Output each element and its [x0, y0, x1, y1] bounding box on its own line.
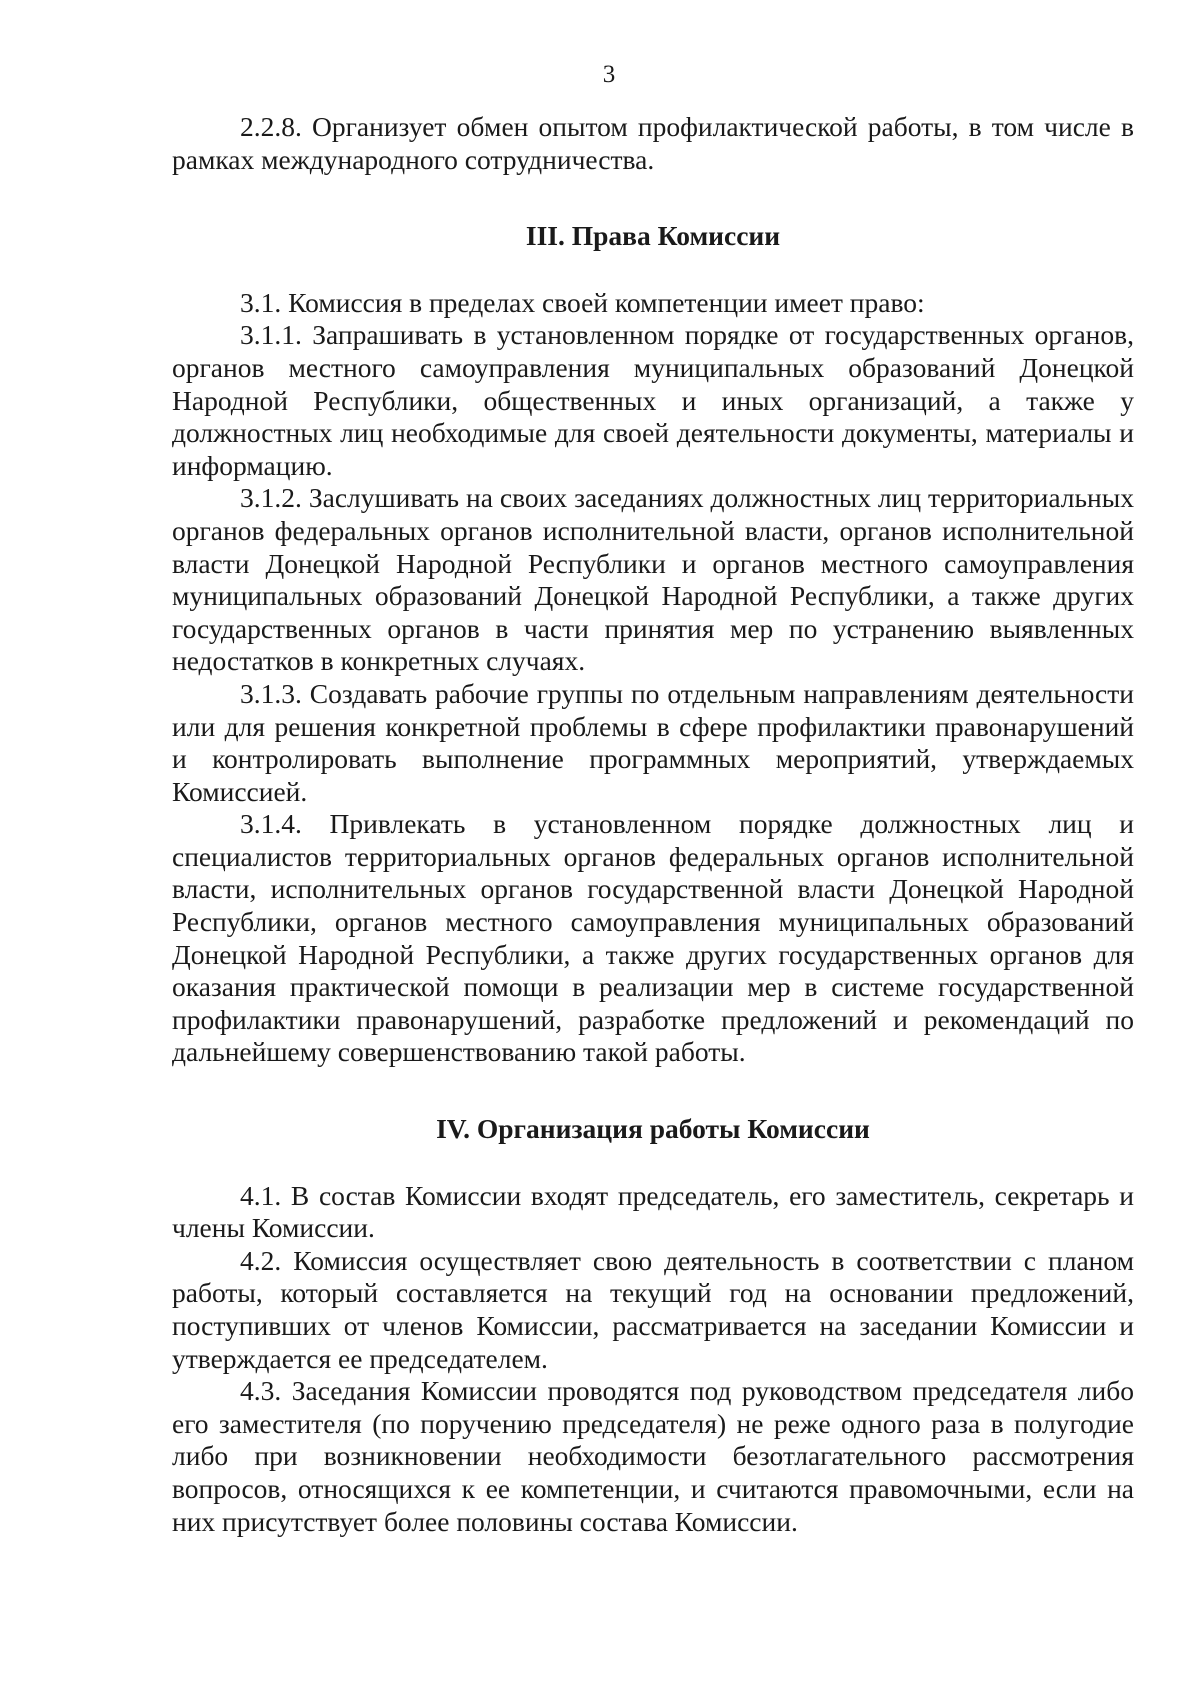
paragraph-4-1: 4.1. В состав Комиссии входят председатель, его заместитель, секретарь и члены Комиссии.	[172, 1179, 1134, 1244]
paragraph-2-2-8: 2.2.8. Организует обмен опытом профилактической работы, в том числе в рамках международного сотрудничества.	[172, 111, 1134, 175]
page-number: 3	[602, 61, 616, 88]
section-heading-organization: IV. Организация работы Комиссии	[436, 1113, 870, 1145]
paragraph-3-1: 3.1. Комиссия в пределах своей компетенции имеет право:	[240, 286, 925, 318]
document-body	[172, 111, 1134, 1538]
paragraph-3-1-3: 3.1.3. Создавать рабочие группы по отдельным направлениям деятельности или для решения конкретной проблемы в сфере профилактики правонарушений и контролировать выполнение программных мероприятий, утверждаемых Комиссией.	[172, 677, 1134, 807]
paragraph-3-1-2: 3.1.2. Заслушивать на своих заседаниях должностных лиц территориальных органов федеральных органов исполнительной власти, органов исполнительной власти Донецкой Народной Республики и органов местного самоуправления муниципальных образований Донецкой Народной Республики, а также других государственных органов в части принятия мер по устранению выявленных недостатков в конкретных случаях.	[172, 482, 1134, 677]
paragraph-4-3: 4.3. Заседания Комиссии проводятся под руководством председателя либо его заместителя (по поручению председателя) не реже одного раза в полугодие либо при возникновении необходимости безотлагательного рассмотрения вопросов, относящихся к ее компетенции, и считаются правомочными, если на них присутствует более половины состава Комиссии.	[172, 1375, 1134, 1537]
section-heading-rights: III. Права Комиссии	[525, 220, 781, 252]
paragraph-3-1-1: 3.1.1. Запрашивать в установленном порядке от государственных органов, органов местного самоуправления муниципальных образований Донецкой Народной Республики, общественных и иных организаций, а также у должностных лиц необходимые для своей деятельности документы, материалы и информацию.	[172, 319, 1134, 481]
paragraph-4-2: 4.2. Комиссия осуществляет свою деятельность в соответствии с планом работы, который составляется на текущий год на основании предложений, поступивших от членов Комиссии, рассматривается на заседании Комиссии и утверждается ее председателем.	[172, 1244, 1134, 1374]
paragraph-3-1-4: 3.1.4. Привлекать в установленном порядке должностных лиц и специалистов территориальных органов федеральных органов исполнительной власти, исполнительных органов государственной власти Донецкой Народной Республики, органов местного самоуправления муниципальных образований Донецкой Народной Республики, а также других государственных органов для оказания практической помощи в реализации мер в системе государственной профилактики правонарушений, разработке предложений и рекомендаций по дальнейшему совершенствованию такой работы.	[172, 808, 1134, 1068]
